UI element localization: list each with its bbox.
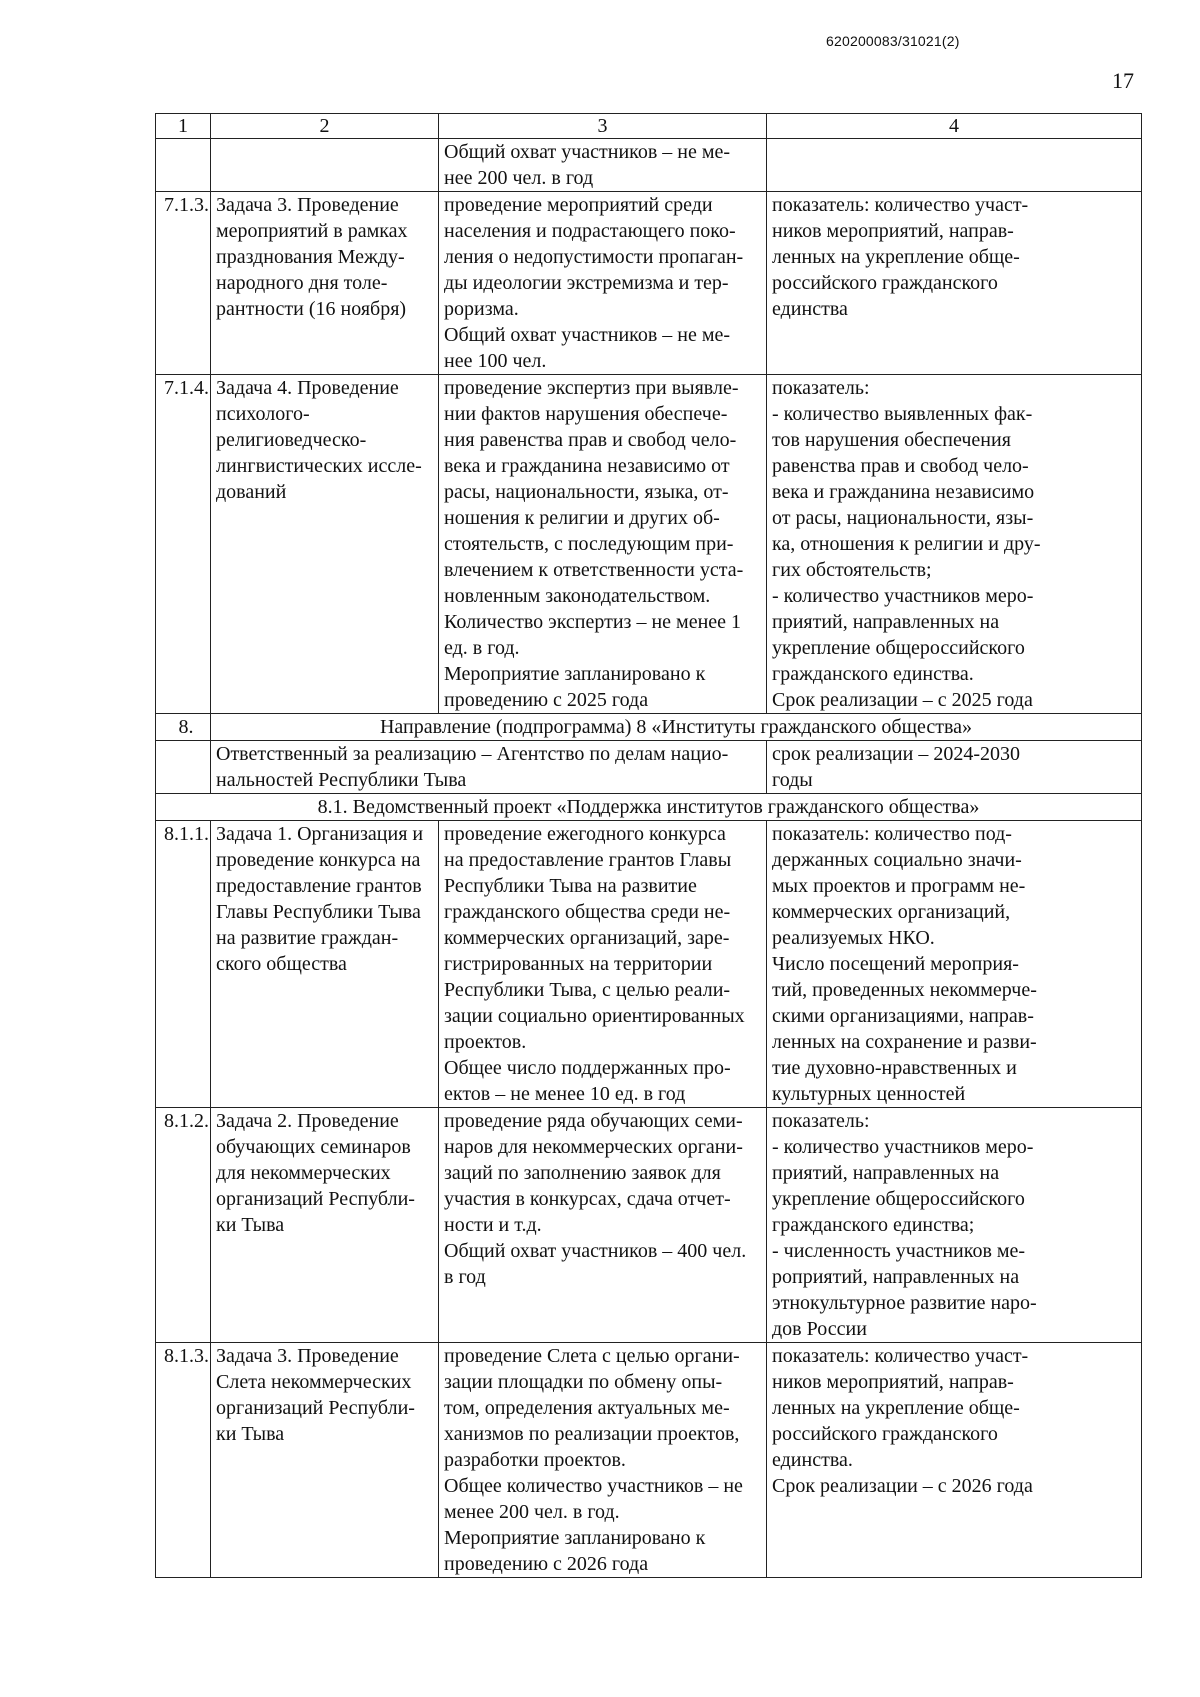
row-number: 8.1.3. xyxy=(156,1343,211,1578)
task-cell xyxy=(211,139,439,192)
table-row xyxy=(156,375,1142,714)
table-row xyxy=(156,192,1142,375)
responsible-row xyxy=(156,741,1142,794)
header-col-2: 2 xyxy=(211,114,439,139)
row-number: 7.1.3. xyxy=(156,192,211,375)
page-number: 17 xyxy=(1112,68,1134,93)
table-header-row xyxy=(156,114,1142,139)
plan-table xyxy=(155,113,1142,1578)
header-col-1: 1 xyxy=(156,114,211,139)
indicator-cell: показатель: количество участ- ников мероприятий, направ- ленных на укрепление обще- российского гражданского единства xyxy=(767,192,1142,375)
header-col-3: 3 xyxy=(439,114,767,139)
empty-cell xyxy=(156,741,211,794)
task-cell: Задача 1. Организация и проведение конкурса на предоставление грантов Главы Республики Тыва на развитие граждан- ского общества xyxy=(211,821,439,1108)
document-code: 620200083/31021(2) xyxy=(826,33,960,49)
direction-row xyxy=(156,714,1142,741)
header-col-4: 4 xyxy=(767,114,1142,139)
indicator-cell: показатель: - количество выявленных фак- тов нарушения обеспечения равенства прав и свобод чело- века и гражданина независимо от расы, национальности, язы- ка, отношения к религии и дру- гих обстоятельств; - количество участников меро- приятий, направленных на укрепление общероссийского гражданского единства. Срок реализации – с 2025 года xyxy=(767,375,1142,714)
row-number xyxy=(156,139,211,192)
direction-title: Направление (подпрограмма) 8 «Институты гражданского общества» xyxy=(211,714,1142,741)
event-cell: проведение экспертиз при выявле- нии фактов нарушения обеспече- ния равенства прав и свобод чело- века и гражданина независимо от расы, национальности, языка, от- ношения к религии и других об- стоятельств, с последующим при- влечением к ответственности уста- новленным законодательством. Количество экспертиз – не менее 1 ед. в год. Мероприятие запланировано к проведению с 2025 года xyxy=(439,375,767,714)
task-cell: Задача 3. Проведение Слета некоммерческих организаций Республи- ки Тыва xyxy=(211,1343,439,1578)
indicator-cell: показатель: количество под- держанных социально значи- мых проектов и программ не- коммерческих организаций, реализуемых НКО. Число посещений мероприя- тий, проведенных некоммерче- скими организациями, направ- ленных на сохранение и разви- тие духовно-нравственных и культурных ценностей xyxy=(767,821,1142,1108)
task-cell: Задача 4. Проведение психолого- религиоведческо- лингвистических иссле- дований xyxy=(211,375,439,714)
task-cell: Задача 3. Проведение мероприятий в рамках празднования Между- народного дня толе- рантности (16 ноября) xyxy=(211,192,439,375)
indicator-cell xyxy=(767,139,1142,192)
responsible-term: срок реализации – 2024-2030 годы xyxy=(767,741,1142,794)
row-number: 8.1.2. xyxy=(156,1108,211,1343)
table-row xyxy=(156,139,1142,192)
table-row xyxy=(156,1108,1142,1343)
event-cell: проведение ежегодного конкурса на предоставление грантов Главы Республики Тыва на развитие гражданского общества среди не- коммерческих организаций, заре- гистрированных на территории Республики Тыва, с целью реали- зации социально ориентированных проектов. Общее число поддержанных про- ектов – не менее 10 ед. в год xyxy=(439,821,767,1108)
row-number: 8.1.1. xyxy=(156,821,211,1108)
row-number: 7.1.4. xyxy=(156,375,211,714)
task-cell: Задача 2. Проведение обучающих семинаров для некоммерческих организаций Республи- ки Тыва xyxy=(211,1108,439,1343)
indicator-cell: показатель: количество участ- ников мероприятий, направ- ленных на укрепление обще- российского гражданского единства. Срок реализации – с 2026 года xyxy=(767,1343,1142,1578)
event-cell: Общий охват участников – не ме- нее 200 чел. в год xyxy=(439,139,767,192)
direction-number: 8. xyxy=(156,714,211,741)
event-cell: проведение мероприятий среди населения и подрастающего поко- ления о недопустимости пропаган- ды идеологии экстремизма и тер- роризма. Общий охват участников – не ме- нее 100 чел. xyxy=(439,192,767,375)
table-row xyxy=(156,1343,1142,1578)
project-row xyxy=(156,794,1142,821)
event-cell: проведение Слета с целью органи- зации площадки по обмену опы- том, определения актуальных ме- ханизмов по реализации проектов, разработки проектов. Общее количество участников – не менее 200 чел. в год. Мероприятие запланировано к проведению с 2026 года xyxy=(439,1343,767,1578)
event-cell: проведение ряда обучающих семи- наров для некоммерческих органи- заций по заполнению заявок для участия в конкурсах, сдача отчет- ности и т.д. Общий охват участников – 400 чел. в год xyxy=(439,1108,767,1343)
project-title: 8.1. Ведомственный проект «Поддержка институтов гражданского общества» xyxy=(156,794,1142,821)
table-row xyxy=(156,821,1142,1108)
indicator-cell: показатель: - количество участников меро- приятий, направленных на укрепление общероссийского гражданского единства; - численность участников ме- роприятий, направленных на этнокультурное развитие наро- дов России xyxy=(767,1108,1142,1343)
responsible-text: Ответственный за реализацию – Агентство по делам нацио- нальностей Республики Тыва xyxy=(211,741,767,794)
